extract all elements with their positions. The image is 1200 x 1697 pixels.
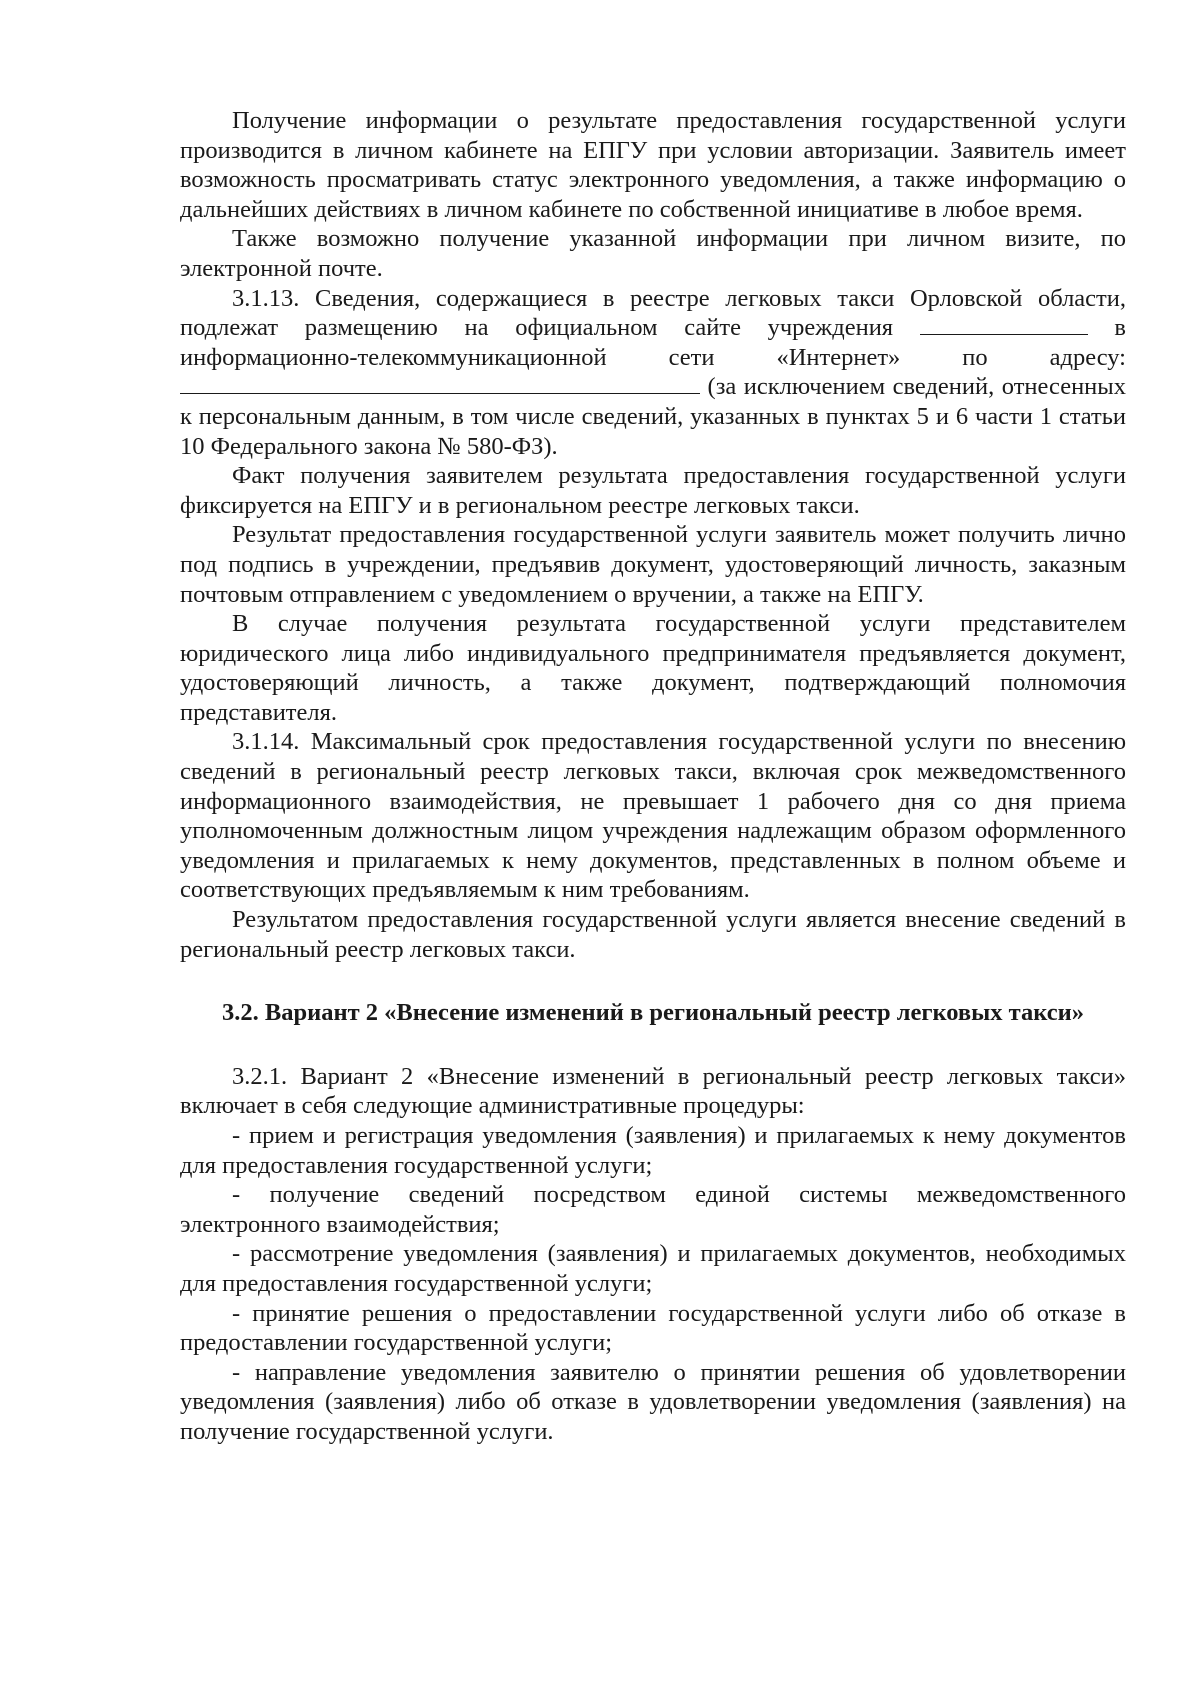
list-item-procedure-4: - принятие решения о предоставлении государственной услуги либо об отказе в предоставлении государственной услуги; — [180, 1299, 1126, 1357]
paragraph-personal-visit: Также возможно получение указанной информации при личном визите, по электронной почте. — [180, 225, 1126, 282]
paragraph-3-1-13 — [180, 284, 1126, 462]
list-item-procedure-2: - получение сведений посредством единой системы межведомственного электронного взаимодействия; — [180, 1181, 1126, 1238]
paragraph-result-info: Получение информации о результате предоставления государственной услуги производится в личном кабинете на ЕПГУ при условии авторизации. Заявитель имеет возможность просматривать статус электронного уведомления, а также информацию о дальнейших действиях в личном кабинете по собственной инициативе в любое время. — [180, 107, 1126, 223]
list-item-procedure-1: - прием и регистрация уведомления (заявления) и прилагаемых к нему документов для предоставления государственной услуги; — [180, 1122, 1126, 1179]
paragraph-representative: В случае получения результата государственной услуги представителем юридического лица либо индивидуального предпринимателя предъявляется документ, удостоверяющий личность, а также документ, подтверждающий полномочия представителя. — [180, 610, 1126, 726]
paragraph-3-2-1: 3.2.1. Вариант 2 «Внесение изменений в региональный реестр легковых такси» включает в себя следующие административные процедуры: — [180, 1062, 1126, 1120]
paragraph-result-delivery: Результат предоставления государственной услуги заявитель может получить лично под подпись в учреждении, предъявив документ, удостоверяющий личность, заказным почтовым отправлением с уведомлением о вручении, а также на ЕПГУ. — [180, 521, 1126, 608]
list-item-procedure-5: - направление уведомления заявителю о принятии решения об удовлетворении уведомления (заявления) либо об отказе в удовлетворении уведомления (заявления) на получение государственной услуги. — [180, 1358, 1126, 1445]
fill-in-blank-address — [180, 372, 700, 394]
paragraph-3-1-13-part2: в информационно-телекоммуникационной сети «Интернет» по адресу: — [180, 314, 1126, 371]
paragraph-fact-of-receipt: Факт получения заявителем результата предоставления государственной услуги фиксируется на ЕПГУ и в региональном реестре легковых такси. — [180, 462, 1126, 519]
fill-in-blank-institution — [920, 313, 1088, 335]
paragraph-result-statement: Результатом предоставления государственной услуги является внесение сведений в региональный реестр легковых такси. — [180, 906, 1126, 963]
document-body — [180, 106, 1126, 1447]
paragraph-3-1-13-part3: (за исключением сведений, отнесенных к персональным данным, в том числе сведений, указанных в пунктах 5 и 6 части 1 статьи 10 Федерального закона № 580-ФЗ). — [180, 373, 1127, 460]
list-item-procedure-3: - рассмотрение уведомления (заявления) и прилагаемых документов, необходимых для предоставления государственной услуги; — [180, 1240, 1126, 1297]
section-heading-3-2: 3.2. Вариант 2 «Внесение изменений в региональный реестр легковых такси» — [222, 999, 1084, 1027]
paragraph-3-1-14: 3.1.14. Максимальный срок предоставления государственной услуги по внесению сведений в региональный реестр легковых такси, включая срок межведомственного информационного взаимодействия, не превышает 1 рабочего дня со дня приема уполномоченным должностным лицом учреждения надлежащим образом оформленного уведомления и прилагаемых к нему документов, представленных в полном объеме и соответствующих предъявляемым к ним требованиям. — [180, 728, 1126, 904]
paragraph-3-1-13-part1: 3.1.13. Сведения, содержащиеся в реестре легковых такси Орловской области, подлежат размещению на официальном сайте учреждения — [180, 284, 1126, 342]
